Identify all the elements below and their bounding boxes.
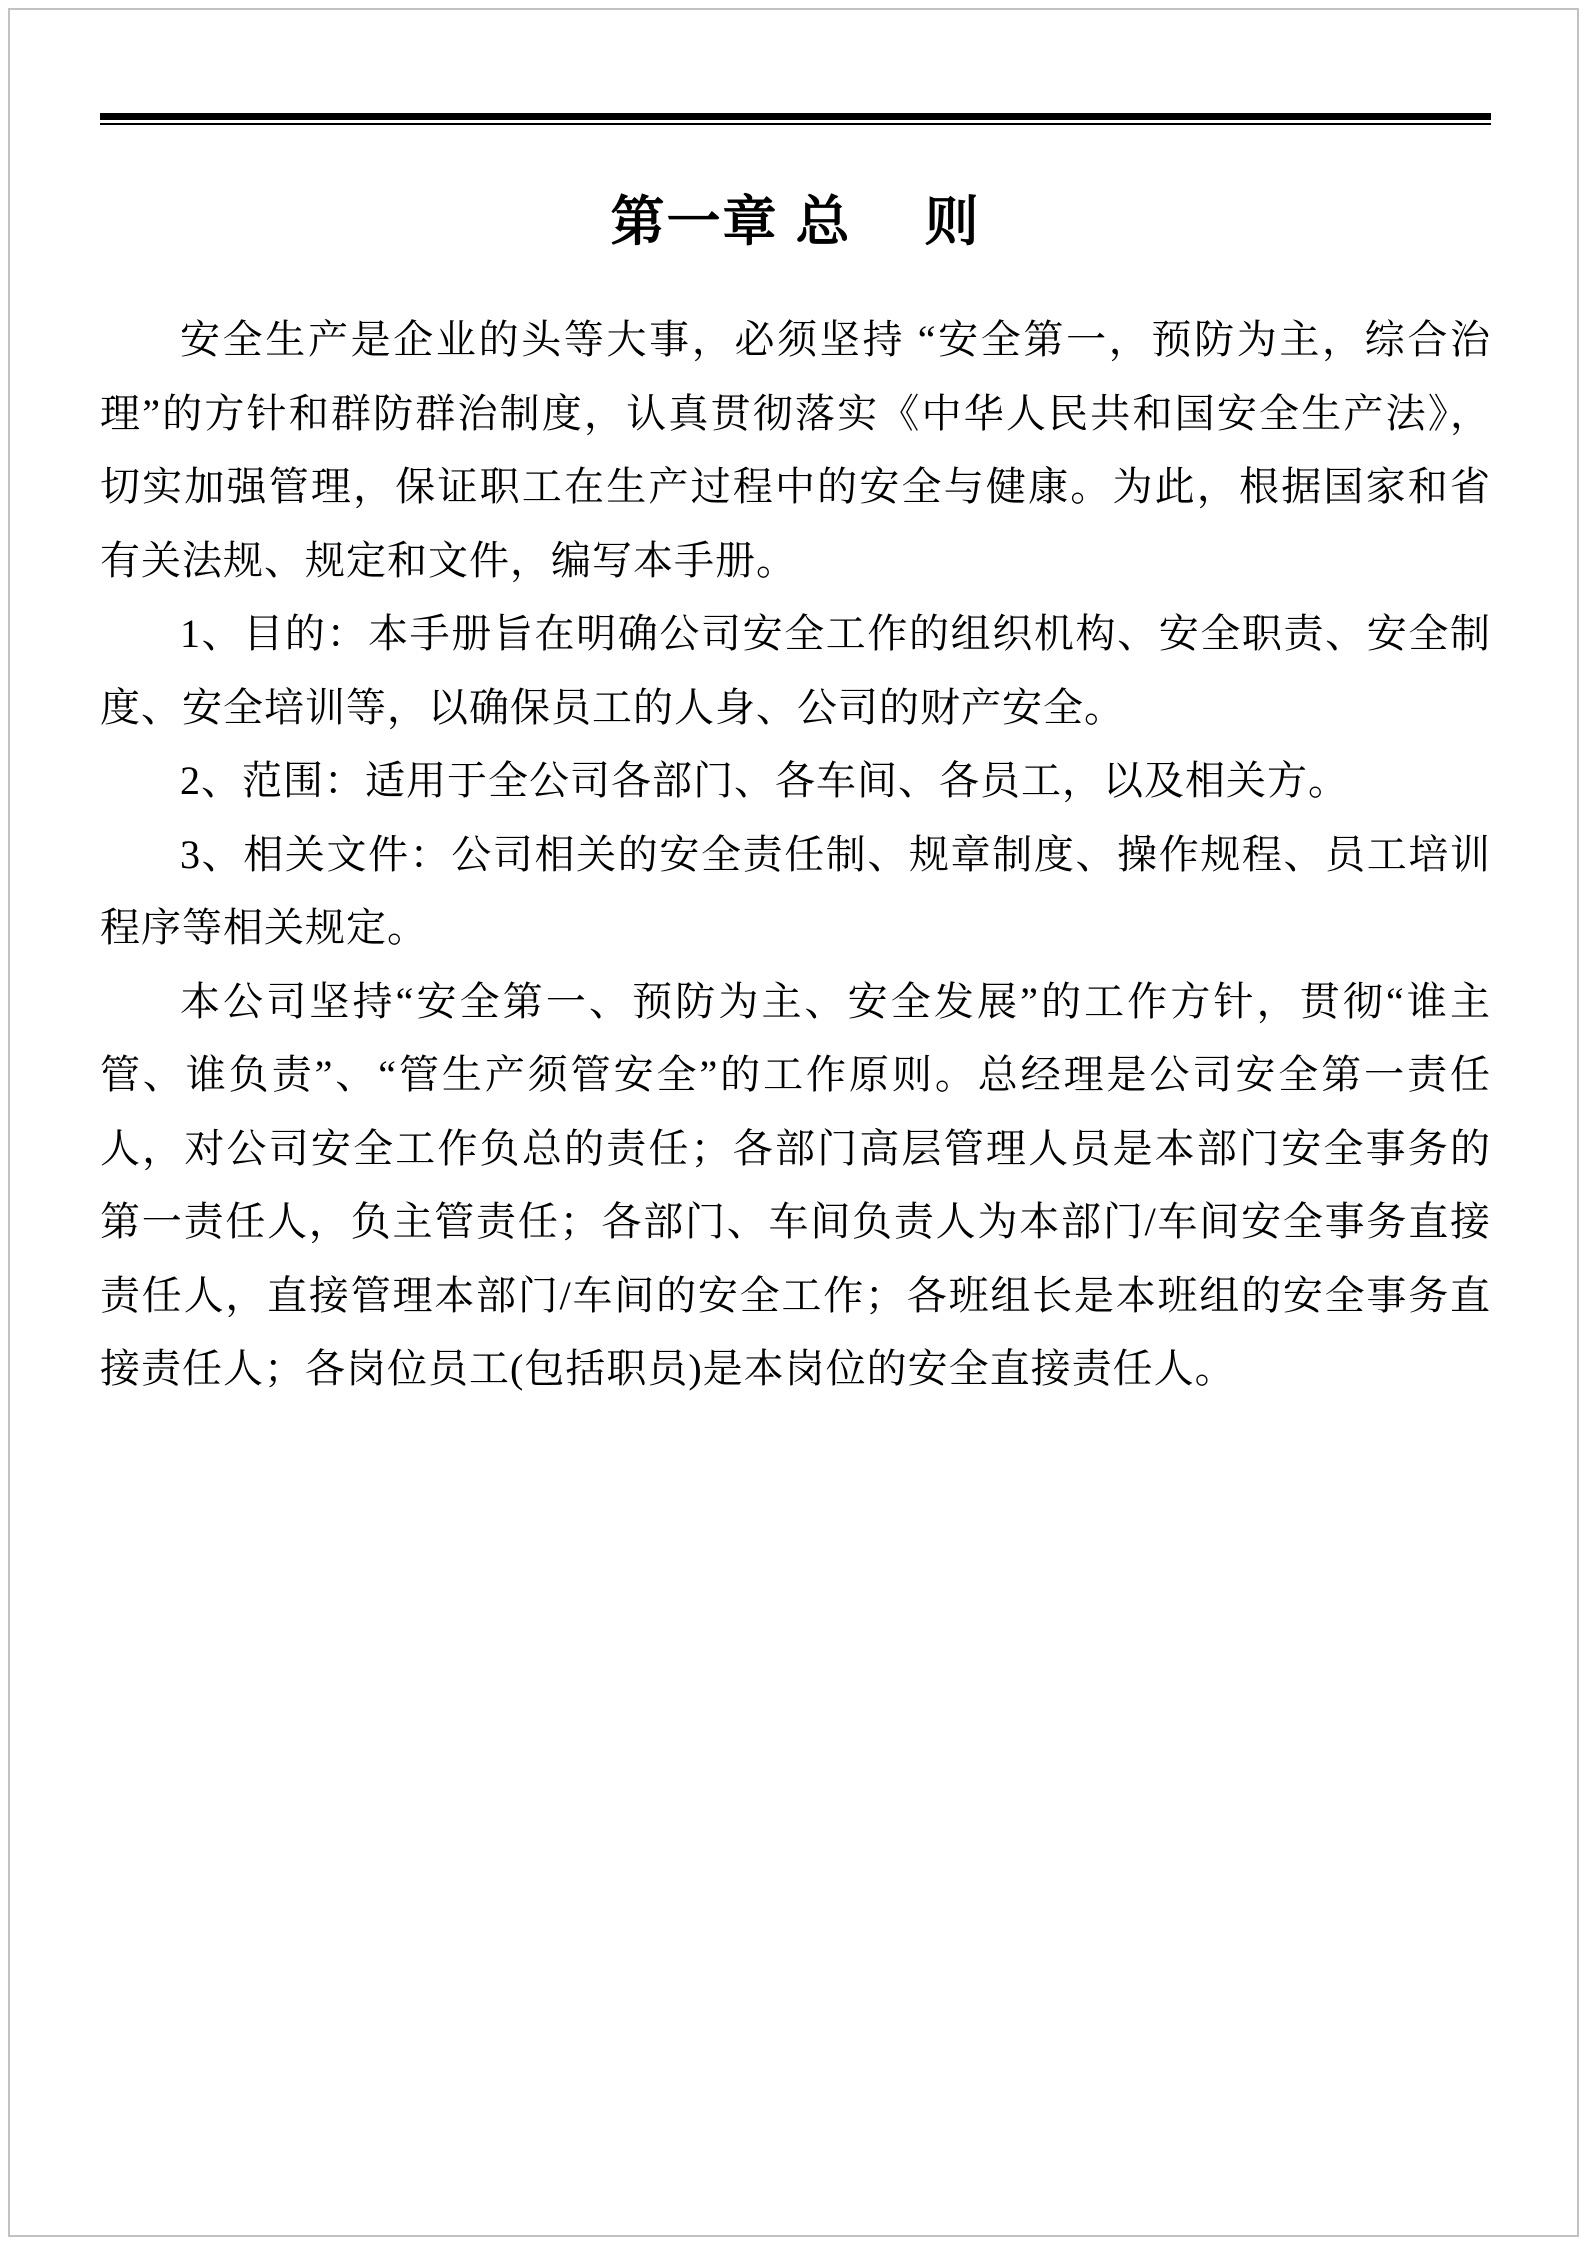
paragraph-purpose: 1、目的：本手册旨在明确公司安全工作的组织机构、安全职责、安全制度、安全培训等，以确保员工的人身、公司的财产安全。 — [100, 611, 1491, 730]
page-content — [100, 0, 1491, 1406]
chapter-body — [100, 303, 1491, 1406]
paragraph-responsibility: 本公司坚持“安全第一、预防为主、安全发展”的工作方针，贯彻“谁主管、谁负责”、“管生产须管安全”的工作原则。总经理是公司安全第一责任人，对公司安全工作负总的责任；各部门高层管理人员是本部门安全事务的第一责任人，负主管责任；各部门、车间负责人为本部门/车间安全事务直接责任人，直接管理本部门/车间的安全工作；各班组长是本班组的安全事务直接责任人；各岗位员工(包括职员)是本岗位的安全直接责任人。 — [100, 978, 1491, 1391]
header-double-rule — [100, 113, 1491, 125]
paragraph-scope: 2、范围：适用于全公司各部门、各车间、各员工，以及相关方。 — [180, 758, 1349, 803]
paragraph-intro: 安全生产是企业的头等大事，必须坚持 “安全第一，预防为主，综合治理”的方针和群防群治制度，认真贯彻落实《中华人民共和国安全生产法》，切实加强管理，保证职工在生产过程中的安全与健康。为此，根据国家和省有关法规、规定和文件，编写本手册。 — [100, 317, 1491, 583]
paragraph-related-documents: 3、相关文件：公司相关的安全责任制、规章制度、操作规程、员工培训程序等相关规定。 — [100, 831, 1491, 950]
chapter-title: 第一章 总 则 — [610, 192, 981, 252]
